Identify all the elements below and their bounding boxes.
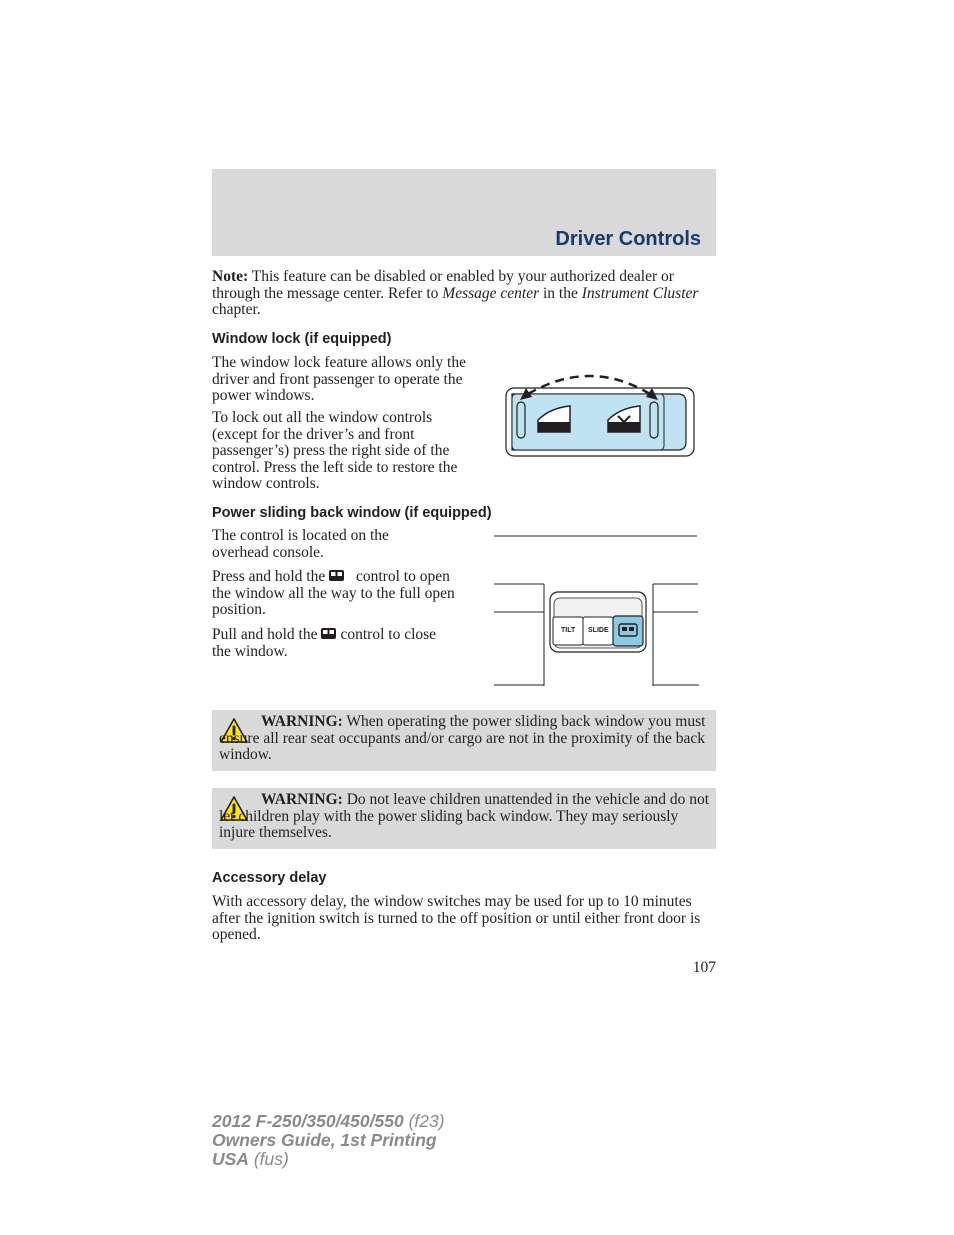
overhead-console-illustration: [490, 530, 702, 690]
section-title: Driver Controls: [555, 228, 701, 250]
sliding-window-heading: Power sliding back window (if equipped): [212, 505, 492, 521]
note-paragraph: Note: This feature can be disabled or enabled by your authorized dealer or through the message center. Refer to Message center in the Instrument Cluster chapter.: [212, 268, 699, 318]
document-footer: 2012 F-250/350/450/550 (f23) Owners Guide, 1st Printing USA (fus): [212, 1111, 445, 1169]
warning-box-1: [212, 710, 716, 771]
page-number: 107: [692, 959, 716, 976]
slide-button-label: SLIDE: [588, 627, 609, 634]
note-label: Note:: [212, 268, 249, 285]
window-lock-switch-illustration: [500, 364, 700, 460]
sliding-window-para-3: Pull and hold the control to close the window.: [212, 626, 437, 660]
window-lock-para-1: The window lock feature allows only the driver and front passenger to operate the power windows.: [212, 354, 466, 404]
warning-box-2: [212, 788, 716, 849]
tilt-button-label: TILT: [561, 627, 576, 634]
sliding-window-close-icon: [320, 627, 337, 640]
accessory-delay-para: With accessory delay, the window switches may be used for up to 10 minutes after the ignition switch is turned to the off position or until either front door is opened.: [212, 893, 701, 943]
window-lock-para-2: To lock out all the window controls (except for the driver’s and front passenger’s) press the right side of the control. Press the left side to restore the window controls.: [212, 409, 458, 492]
window-lock-heading: Window lock (if equipped): [212, 331, 392, 347]
sliding-window-open-icon: [328, 569, 345, 582]
sliding-window-para-1: The control is located on the overhead console.: [212, 527, 389, 561]
warning-text-1: WARNING: When operating the power sliding back window you must ensure all rear seat occupants and/or cargo are not in the proximity of the back window.: [219, 713, 706, 763]
sliding-window-para-2: Press and hold the control to open the window all the way to the full open position.: [212, 568, 455, 618]
accessory-delay-heading: Accessory delay: [212, 870, 327, 886]
warning-text-2: WARNING: Do not leave children unattended in the vehicle and do not let children play with the power sliding back window. They may seriously injure themselves.: [219, 791, 710, 841]
header-band: [212, 169, 716, 256]
